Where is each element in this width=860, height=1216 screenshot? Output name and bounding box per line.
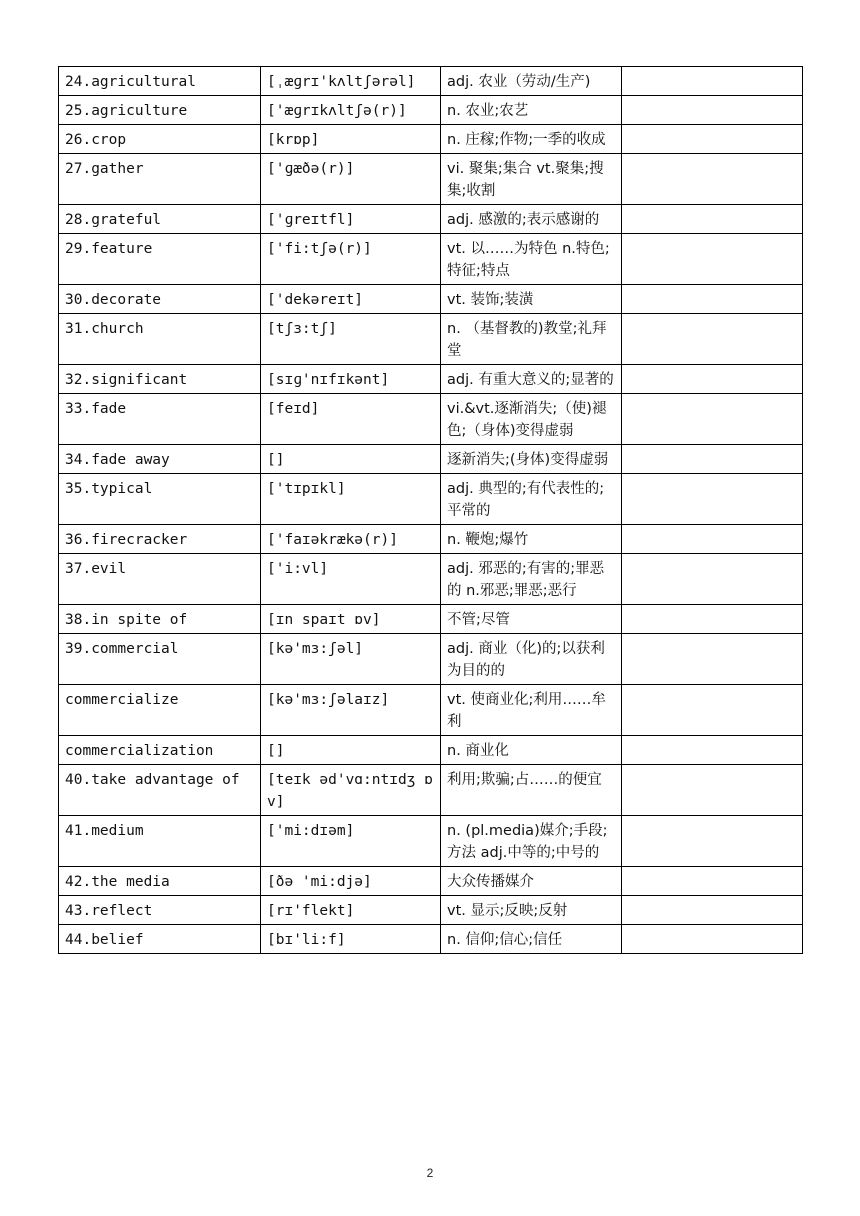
phonetic-cell: [ˌæɡrɪ'kʌltʃərəl] [261, 67, 441, 96]
table-row [59, 445, 803, 474]
table-row [59, 125, 803, 154]
note-cell [622, 525, 803, 554]
table-row [59, 816, 803, 867]
word-cell: 40.take advantage of [59, 765, 261, 816]
meaning-cell: n. 鞭炮;爆竹 [441, 525, 622, 554]
word-cell: 25.agriculture [59, 96, 261, 125]
table-row [59, 896, 803, 925]
meaning-cell: adj. 有重大意义的;显著的 [441, 365, 622, 394]
meaning-cell: n. 庄稼;作物;一季的收成 [441, 125, 622, 154]
phonetic-cell: ['mi:dɪəm] [261, 816, 441, 867]
word-cell: commercialize [59, 685, 261, 736]
note-cell [622, 285, 803, 314]
meaning-cell: vt. 显示;反映;反射 [441, 896, 622, 925]
phonetic-cell: [ðə 'mi:djə] [261, 867, 441, 896]
note-cell [622, 154, 803, 205]
table-row [59, 234, 803, 285]
table-row [59, 634, 803, 685]
table-row [59, 685, 803, 736]
meaning-cell: vt. 装饰;装潢 [441, 285, 622, 314]
word-cell: 30.decorate [59, 285, 261, 314]
note-cell [622, 314, 803, 365]
table-row [59, 474, 803, 525]
note-cell [622, 925, 803, 954]
table-row [59, 867, 803, 896]
table-row [59, 67, 803, 96]
vocabulary-table-body [59, 67, 803, 954]
phonetic-cell: [kə'mɜ:ʃəlaɪz] [261, 685, 441, 736]
phonetic-cell: [feɪd] [261, 394, 441, 445]
page-number: 2 [426, 1166, 434, 1180]
word-cell: 27.gather [59, 154, 261, 205]
table-row [59, 736, 803, 765]
meaning-cell: adj. 感激的;表示感谢的 [441, 205, 622, 234]
word-cell: 24.agricultural [59, 67, 261, 96]
note-cell [622, 685, 803, 736]
phonetic-cell: [ɪn spaɪt ɒv] [261, 605, 441, 634]
table-row [59, 605, 803, 634]
phonetic-cell: ['æɡrɪkʌltʃə(r)] [261, 96, 441, 125]
table-row [59, 96, 803, 125]
meaning-cell: vt. 以……为特色 n.特色;特征;特点 [441, 234, 622, 285]
word-cell: 44.belief [59, 925, 261, 954]
table-row [59, 154, 803, 205]
meaning-cell: n. (pl.media)媒介;手段;方法 adj.中等的;中号的 [441, 816, 622, 867]
meaning-cell: 逐新消失;(身体)变得虚弱 [441, 445, 622, 474]
phonetic-cell: [kə'mɜ:ʃəl] [261, 634, 441, 685]
note-cell [622, 634, 803, 685]
note-cell [622, 554, 803, 605]
note-cell [622, 605, 803, 634]
meaning-cell: 不管;尽管 [441, 605, 622, 634]
meaning-cell: 利用;欺骗;占……的便宜 [441, 765, 622, 816]
note-cell [622, 96, 803, 125]
word-cell: 37.evil [59, 554, 261, 605]
word-cell: 33.fade [59, 394, 261, 445]
word-cell: 38.in spite of [59, 605, 261, 634]
phonetic-cell: ['tɪpɪkl] [261, 474, 441, 525]
note-cell [622, 394, 803, 445]
meaning-cell: adj. 农业（劳动/生产) [441, 67, 622, 96]
phonetic-cell: [bɪ'li:f] [261, 925, 441, 954]
table-row [59, 285, 803, 314]
note-cell [622, 365, 803, 394]
meaning-cell: vi.&vt.逐渐消失;（使)褪色;（身体)变得虚弱 [441, 394, 622, 445]
note-cell [622, 234, 803, 285]
table-row [59, 205, 803, 234]
meaning-cell: vt. 使商业化;利用……牟利 [441, 685, 622, 736]
phonetic-cell: ['fi:tʃə(r)] [261, 234, 441, 285]
table-row [59, 554, 803, 605]
note-cell [622, 765, 803, 816]
phonetic-cell: ['i:vl] [261, 554, 441, 605]
note-cell [622, 474, 803, 525]
meaning-cell: adj. 商业（化)的;以获利为目的的 [441, 634, 622, 685]
table-row [59, 314, 803, 365]
word-cell: 43.reflect [59, 896, 261, 925]
phonetic-cell: [krɒp] [261, 125, 441, 154]
note-cell [622, 736, 803, 765]
phonetic-cell: ['ɡreɪtfl] [261, 205, 441, 234]
word-cell: 39.commercial [59, 634, 261, 685]
table-row [59, 765, 803, 816]
note-cell [622, 867, 803, 896]
table-row [59, 365, 803, 394]
table-row [59, 925, 803, 954]
word-cell: 32.significant [59, 365, 261, 394]
phonetic-cell: ['dekəreɪt] [261, 285, 441, 314]
meaning-cell: n. 信仰;信心;信任 [441, 925, 622, 954]
word-cell: 26.crop [59, 125, 261, 154]
meaning-cell: adj. 邪恶的;有害的;罪恶的 n.邪恶;罪恶;恶行 [441, 554, 622, 605]
table-row [59, 394, 803, 445]
phonetic-cell: ['faɪəkrækə(r)] [261, 525, 441, 554]
meaning-cell: 大众传播媒介 [441, 867, 622, 896]
meaning-cell: vi. 聚集;集合 vt.聚集;搜集;收割 [441, 154, 622, 205]
note-cell [622, 896, 803, 925]
word-cell: 34.fade away [59, 445, 261, 474]
word-cell: 29.feature [59, 234, 261, 285]
phonetic-cell: [teɪk əd'vɑ:ntɪdʒ ɒv] [261, 765, 441, 816]
phonetic-cell: [sɪɡ'nɪfɪkənt] [261, 365, 441, 394]
word-cell: commercialization [59, 736, 261, 765]
table-row [59, 525, 803, 554]
meaning-cell: adj. 典型的;有代表性的;平常的 [441, 474, 622, 525]
note-cell [622, 445, 803, 474]
note-cell [622, 67, 803, 96]
meaning-cell: n. （基督教的)教堂;礼拜堂 [441, 314, 622, 365]
word-cell: 36.firecracker [59, 525, 261, 554]
note-cell [622, 205, 803, 234]
word-cell: 31.church [59, 314, 261, 365]
phonetic-cell: ['ɡæðə(r)] [261, 154, 441, 205]
note-cell [622, 816, 803, 867]
phonetic-cell: [rɪ'flekt] [261, 896, 441, 925]
word-cell: 42.the media [59, 867, 261, 896]
vocabulary-table [58, 66, 803, 954]
meaning-cell: n. 商业化 [441, 736, 622, 765]
phonetic-cell: [] [261, 736, 441, 765]
word-cell: 35.typical [59, 474, 261, 525]
word-cell: 28.grateful [59, 205, 261, 234]
phonetic-cell: [] [261, 445, 441, 474]
word-cell: 41.medium [59, 816, 261, 867]
meaning-cell: n. 农业;农艺 [441, 96, 622, 125]
note-cell [622, 125, 803, 154]
phonetic-cell: [tʃɜ:tʃ] [261, 314, 441, 365]
